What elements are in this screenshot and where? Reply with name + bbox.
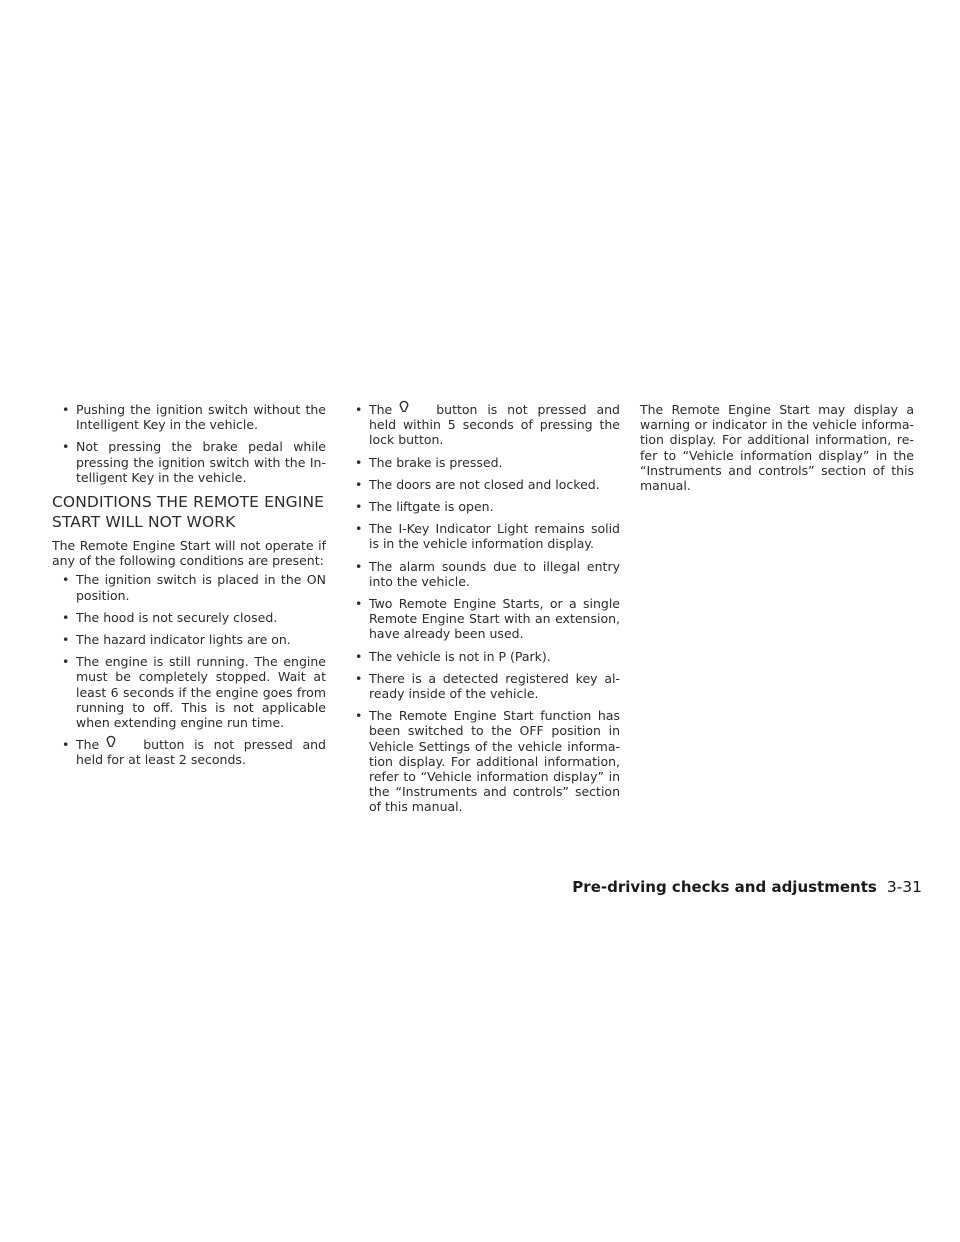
list-item: • The ignition switch is placed in the ON position. <box>52 572 326 602</box>
list-item-with-icon <box>52 737 326 767</box>
heading-line-1: CONDITIONS THE REMOTE ENGINE <box>52 493 325 512</box>
list-item: • The Remote Engine Start function has been switched to the OFF position in Vehicle Settings of the vehicle information display. For additional information, refer to “Vehicle information display” in the “Instruments and controls” section of this manual. <box>345 708 620 814</box>
column-2 <box>345 402 620 822</box>
icon-bullet-suffix: button is not pressed and held for at least 2 seconds. <box>76 737 326 768</box>
icon-bullet-prefix: The <box>76 737 100 753</box>
list-item-with-icon <box>345 402 620 448</box>
list-item: • Two Remote Engine Starts, or a single Remote Engine Start with an extension, have already been used. <box>345 596 620 642</box>
section-heading <box>52 492 326 532</box>
icon-bullet-prefix: The <box>369 402 393 417</box>
bullet-list-conditions-continued <box>345 402 620 815</box>
list-item: • The engine is still running. The engine must be completely stopped. Wait at least 6 seconds if the engine goes from running to off. This is not applicable when extending engine run time. <box>52 654 326 730</box>
list-item: • The I-Key Indicator Light remains solid is in the vehicle information display. <box>345 521 620 551</box>
list-item: • The hazard indicator lights are on. <box>52 632 326 647</box>
heading-line-2: START WILL NOT WORK <box>52 513 236 532</box>
column-1 <box>52 402 326 775</box>
bullet-list-conditions <box>52 572 326 767</box>
remote-start-icon <box>392 403 436 415</box>
list-item: • The brake is pressed. <box>345 455 620 470</box>
remote-start-icon <box>99 738 143 750</box>
list-item: • There is a detected registered key already inside of the vehicle. <box>345 671 620 701</box>
list-item: • The liftgate is open. <box>345 499 620 514</box>
page-number: 3-31 <box>886 878 922 896</box>
page-footer <box>0 878 922 896</box>
list-item: • Not pressing the brake pedal while pressing the ignition switch with the Intelligent Key in the vehicle. <box>52 439 326 485</box>
display-warning-paragraph: The Remote Engine Start may display a warning or indicator in the vehicle information display. For additional information, refer to “Vehicle information display” in the “Instruments and controls” section of this manual. <box>640 402 914 494</box>
bullet-list-ignition <box>52 402 326 485</box>
list-item: • Pushing the ignition switch without the Intelligent Key in the vehicle. <box>52 402 326 432</box>
list-item: • The alarm sounds due to illegal entry into the vehicle. <box>345 559 620 589</box>
icon-bullet-suffix: button is not pressed and held within 5 seconds of pressing the lock button. <box>369 402 620 448</box>
list-item: • The vehicle is not in P (Park). <box>345 649 620 664</box>
list-item: • The doors are not closed and locked. <box>345 477 620 492</box>
list-item: • The hood is not securely closed. <box>52 610 326 625</box>
footer-section-title: Pre-driving checks and adjustments <box>572 878 877 896</box>
intro-paragraph: The Remote Engine Start will not operate if any of the following conditions are present: <box>52 538 326 569</box>
column-3 <box>640 402 914 493</box>
